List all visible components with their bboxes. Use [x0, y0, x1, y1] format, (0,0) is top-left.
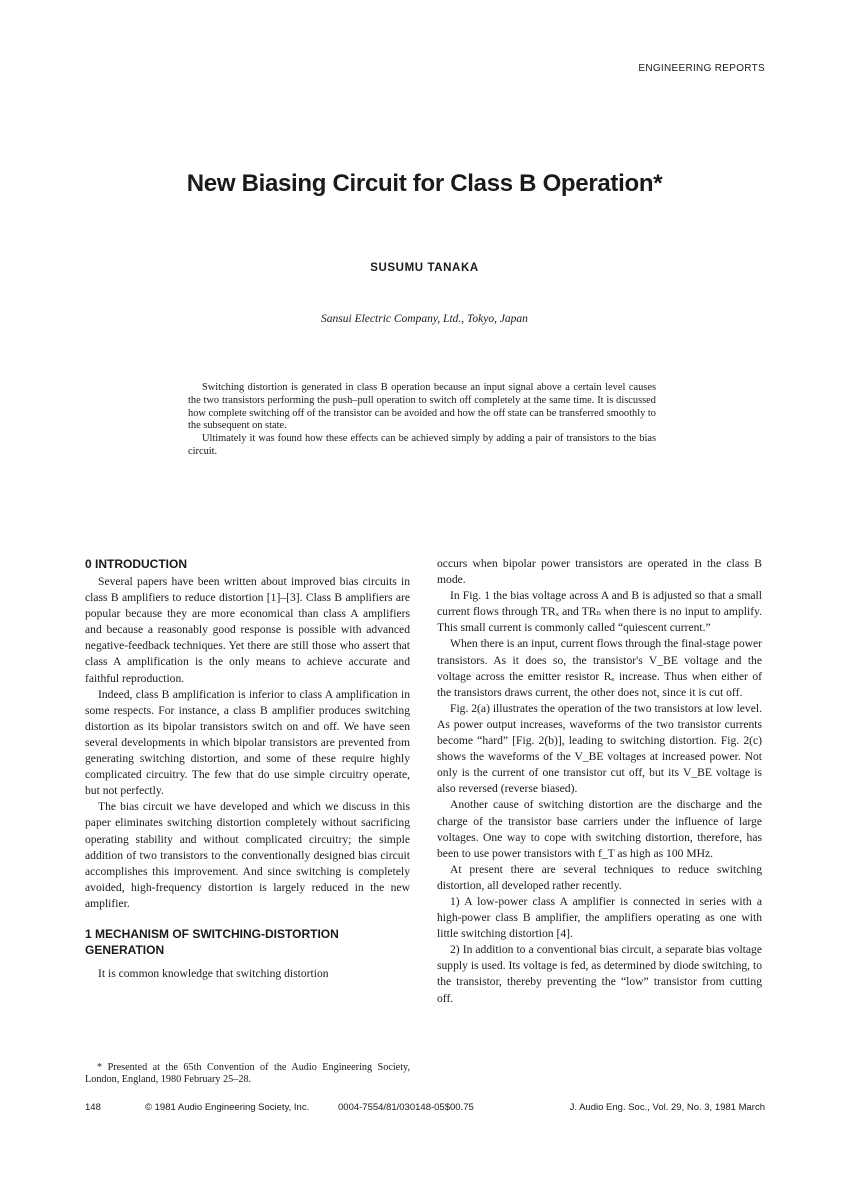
page-footer [85, 1102, 765, 1116]
running-header: ENGINEERING REPORTS [638, 63, 765, 74]
article-code: 0004-7554/81/030148-05$00.75 [338, 1102, 474, 1113]
body-paragraph: It is common knowledge that switching distortion [98, 966, 329, 980]
page-number: 148 [85, 1102, 101, 1113]
paper-title: New Biasing Circuit for Class B Operation* [186, 170, 663, 197]
list-item: 1) A low-power class A amplifier is connected in series with a high-power class B amplifier, the amplifiers operating as one with little switching distortion [4]. [437, 894, 762, 941]
footnote-text: * Presented at the 65th Convention of the Audio Engineering Society, London, England, 1980 February 25–28. [85, 1062, 410, 1086]
abstract [188, 382, 656, 459]
journal-citation: J. Audio Eng. Soc., Vol. 29, No. 3, 1981 March [569, 1102, 765, 1113]
body-paragraph: Several papers have been written about improved bias circuits in class B amplifiers to reduce distortion [1]–[3]. Class B amplifiers are popular because they are more economical than class A amplifiers and because a reasonably good response is possible with advanced negative-feedback techniques. Yet there are still those who assert that class A amplification is the only means to achieve accurate and faithful reproduction. [85, 575, 410, 685]
author-name: SUSUMU TANAKA [370, 262, 479, 274]
author-affiliation: Sansui Electric Company, Ltd., Tokyo, Japan [321, 313, 528, 325]
copyright-notice: © 1981 Audio Engineering Society, Inc. [145, 1102, 310, 1113]
section-heading-mechanism: 1 MECHANISM OF SWITCHING-DISTORTION GENERATION [85, 926, 339, 957]
body-paragraph: occurs when bipolar power transistors are operated in the class B mode. [437, 557, 762, 587]
body-paragraph: Fig. 2(a) illustrates the operation of the two transistors at low level. As power output increases, waveforms of the two transistor currents become “hard” [Fig. 2(b)], leading to switching distortion. Fig. 2(c) shows the waveforms of the V_BE voltages at increased power. Not only is the current of one transistor cut off, but its V_BE voltage is also reversed (reverse biased). [437, 701, 762, 796]
body-paragraph: Another cause of switching distortion are the discharge and the charge of the transistor base carriers under the influence of large voltages. One way to cope with switching distortion, therefore, has been to use power transistors with f_T as high as 100 MHz. [437, 798, 762, 860]
body-paragraph: The bias circuit we have developed and which we discuss in this paper eliminates switching distortion completely without sacrificing operating stability and without complicated circuitry; the simple addition of two transistors to the conventionally designed bias circuit accomplishes this improvement. And since switching is completely avoided, high-frequency distortion is largely reduced in the new amplifier. [85, 800, 410, 910]
body-paragraph: In Fig. 1 the bias voltage across A and B is adjusted so that a small current flows through TRₓ and TRₙ when there is no input to amplify. This small current is commonly called “quiescent current.” [437, 589, 762, 635]
section-heading-introduction: 0 INTRODUCTION [85, 557, 187, 571]
body-paragraph: When there is an input, current flows through the final-stage power transistors. As it does so, the transistor's V_BE voltage and the voltage across the emitter resistor Rₑ increase. Thus when either of the transistors draws current, the other does not, since it is cut off. [437, 637, 762, 699]
abstract-paragraph-2: Ultimately it was found how these effects can be achieved simply by adding a pair of transistors to the bias circuit. [188, 433, 656, 457]
body-paragraph: Indeed, class B amplification is inferior to class A amplification in some respects. For instance, a class B amplifier produces switching distortion as its bipolar transistors switch on and off. We have seen several developments in which bipolar transistors are prevented from generating switching distortion, and some of these require highly complicated circuitry. The few that do use simple circuitry operate, but not perfectly. [85, 687, 410, 798]
right-column [437, 556, 762, 1007]
body-paragraph: At present there are several techniques to reduce switching distortion, all developed rather recently. [437, 862, 762, 892]
list-item: 2) In addition to a conventional bias circuit, a separate bias voltage supply is used. Its voltage is fed, as determined by diode switching, to the transistor, thereby preventing the “low” transistor from cutting off. [437, 943, 762, 1005]
footnote [85, 1062, 410, 1087]
abstract-paragraph-1: Switching distortion is generated in class B operation because an input signal above a certain level causes the two transistors performing the push–pull operation to switch off completely at the same time. It is discussed how complete switching off of the transistor can be avoided and how the off state can be transferred smoothly to the subsequent on state. [188, 382, 656, 432]
left-column [85, 556, 410, 982]
